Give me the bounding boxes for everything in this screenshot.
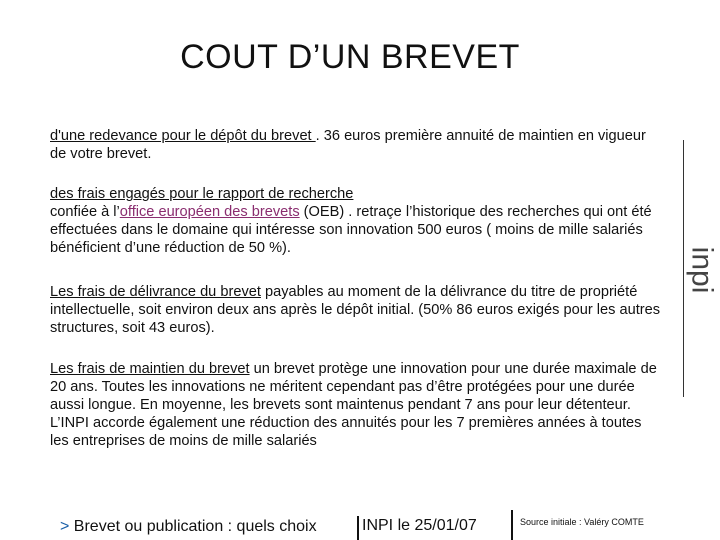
paragraph-recherche	[50, 185, 662, 257]
paragraph-maintien	[50, 360, 662, 450]
paragraph-text: un brevet protège une innovation pour une durée maximale de 20 ans. Toutes les innovations ne méritent cependant pas d’être protégées pour une durée aussi longue. En moyenne, les brevets sont maintenus pendant 7 ans pour leur détenteur. L’INPI accorde également une réduction des annuités pour les 7 premières années à toutes les entreprises de moins de mille salariés	[50, 361, 657, 449]
chevron-right-icon: >	[60, 518, 70, 535]
footer-source: Source initiale : Valéry COMTE	[520, 517, 644, 527]
paragraph-lead: Les frais de maintien du brevet	[50, 361, 250, 377]
paragraph-lead: des frais engagés pour le rapport de recherche	[50, 186, 354, 202]
paragraph-text: . 36 euros première annuité de maintien en vigueur de votre brevet.	[50, 128, 646, 162]
footer-presentation-title	[60, 518, 317, 536]
footer-divider	[511, 510, 513, 540]
paragraph-text: confiée à l’	[50, 204, 120, 220]
paragraph-delivrance	[50, 283, 662, 337]
paragraph-depot	[50, 127, 662, 163]
paragraph-lead: Les frais de délivrance du brevet	[50, 284, 261, 300]
page-title: COUT D’UN BREVET	[180, 38, 520, 76]
paragraph-text: (OEB) . retraçe l’historique des recherches qui ont été effectuées dans le domaine qui intéresse son innovation 500 euros ( moins de mille salariés bénéficient d’une réduction de 50 %).	[50, 204, 652, 256]
paragraph-lead: d'une redevance pour le dépôt du brevet	[50, 128, 316, 144]
footer-divider	[357, 516, 359, 540]
footer-date: INPI le 25/01/07	[362, 517, 477, 534]
inpi-logo: inpi	[685, 246, 719, 294]
footer-left-text: Brevet ou publication : quels choix	[69, 518, 317, 535]
paragraph-text: payables au moment de la délivrance du titre de propriété intellectuelle, soit environ deux ans après le dépôt initial. (50% 86 euros exigés pour les autres structures, soit 43 euros).	[50, 284, 661, 336]
oeb-link[interactable]: office européen des brevets	[119, 204, 300, 220]
